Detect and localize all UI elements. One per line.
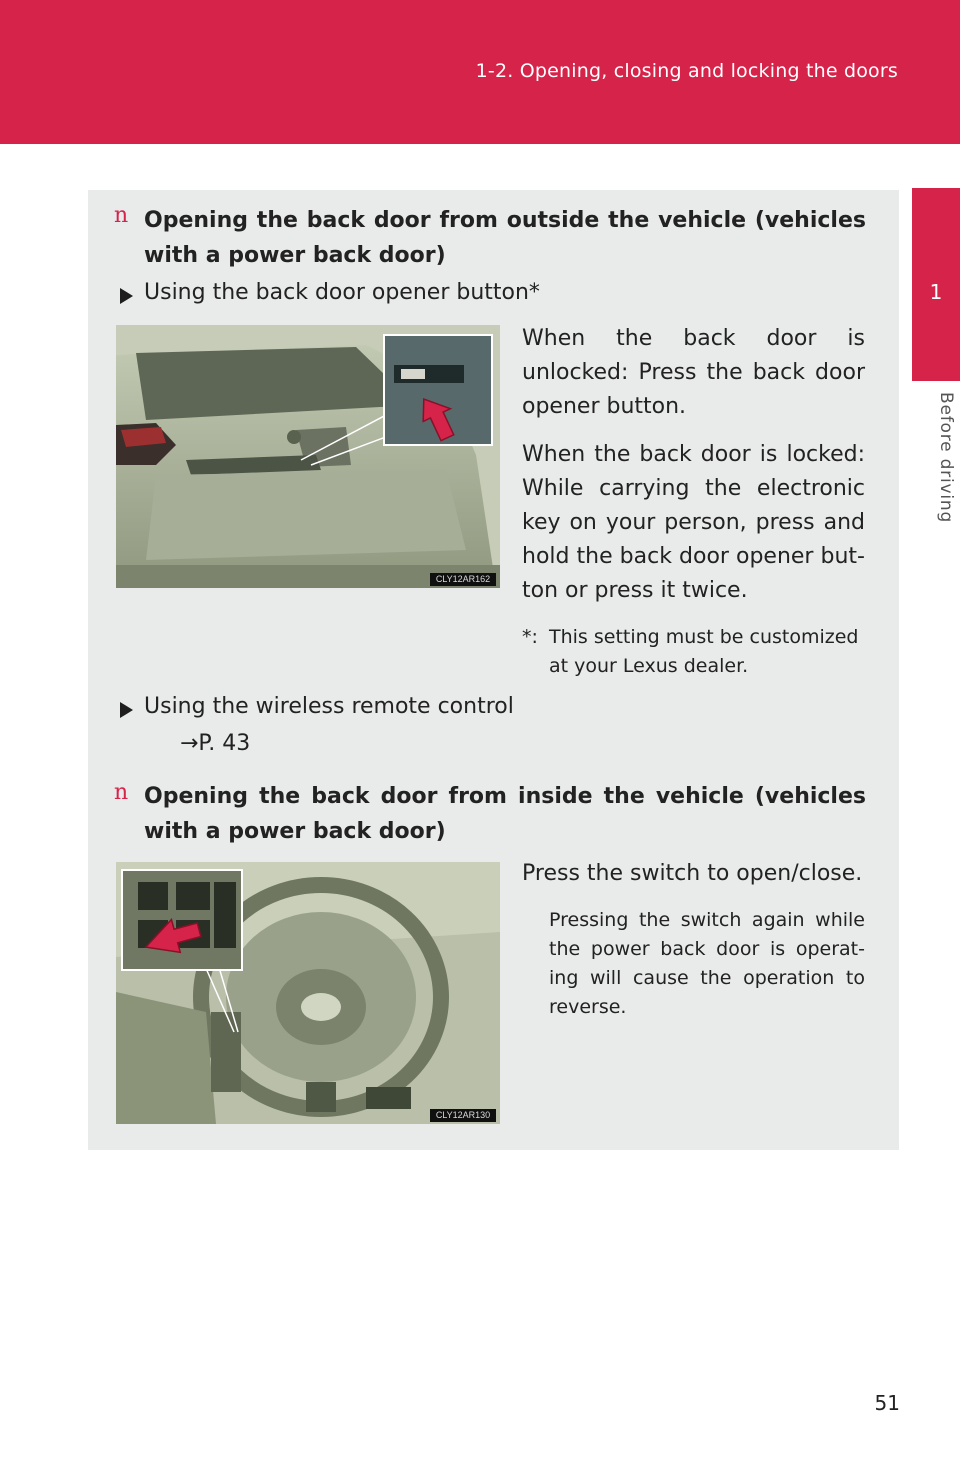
page-reference-link[interactable]: →P. 43 bbox=[180, 731, 251, 756]
section-heading: Opening the back door from outside the vehicle (vehicles with a power back door) bbox=[144, 208, 866, 268]
footnote-mark: *: bbox=[522, 626, 538, 648]
chapter-label: Before driving bbox=[936, 392, 956, 524]
page-number: 51 bbox=[874, 1391, 900, 1415]
bullet-triangle-icon bbox=[120, 288, 133, 304]
section-marker: n bbox=[114, 780, 129, 805]
unlocked-instruction: When the back door is unlocked: Press the back door opener button. bbox=[522, 326, 865, 419]
image-code: CLY12AR162 bbox=[430, 573, 496, 586]
bullet-triangle-icon bbox=[120, 702, 133, 718]
page-header bbox=[0, 0, 960, 144]
subheading-opener-button: Using the back door opener button* bbox=[144, 280, 540, 305]
subheading-wireless-remote: Using the wireless remote control bbox=[144, 694, 514, 719]
back-door-photo bbox=[116, 325, 500, 588]
switch-note: Pressing the switch again while the power back door is operat-ing will cause the operation to reverse. bbox=[549, 909, 865, 1018]
locked-instruction: When the back door is locked: While carrying the electronic key on your person, press and hold the back door opener but-ton or press it twice. bbox=[522, 442, 865, 603]
switch-instruction: Press the switch to open/close. bbox=[522, 861, 863, 886]
section-heading: Opening the back door from inside the vehicle (vehicles with a power back door) bbox=[144, 784, 866, 844]
image-code: CLY12AR130 bbox=[430, 1109, 496, 1122]
car-rear-illustration bbox=[116, 325, 500, 588]
footnote: This setting must be customized at your Lexus dealer. bbox=[549, 626, 859, 677]
dashboard-illustration bbox=[116, 862, 500, 1124]
chapter-number: 1 bbox=[929, 280, 943, 304]
section-title: 1-2. Opening, closing and locking the doors bbox=[475, 60, 898, 82]
chapter-tab bbox=[912, 188, 960, 381]
section-marker: n bbox=[114, 203, 129, 228]
interior-switch-photo bbox=[116, 862, 500, 1124]
